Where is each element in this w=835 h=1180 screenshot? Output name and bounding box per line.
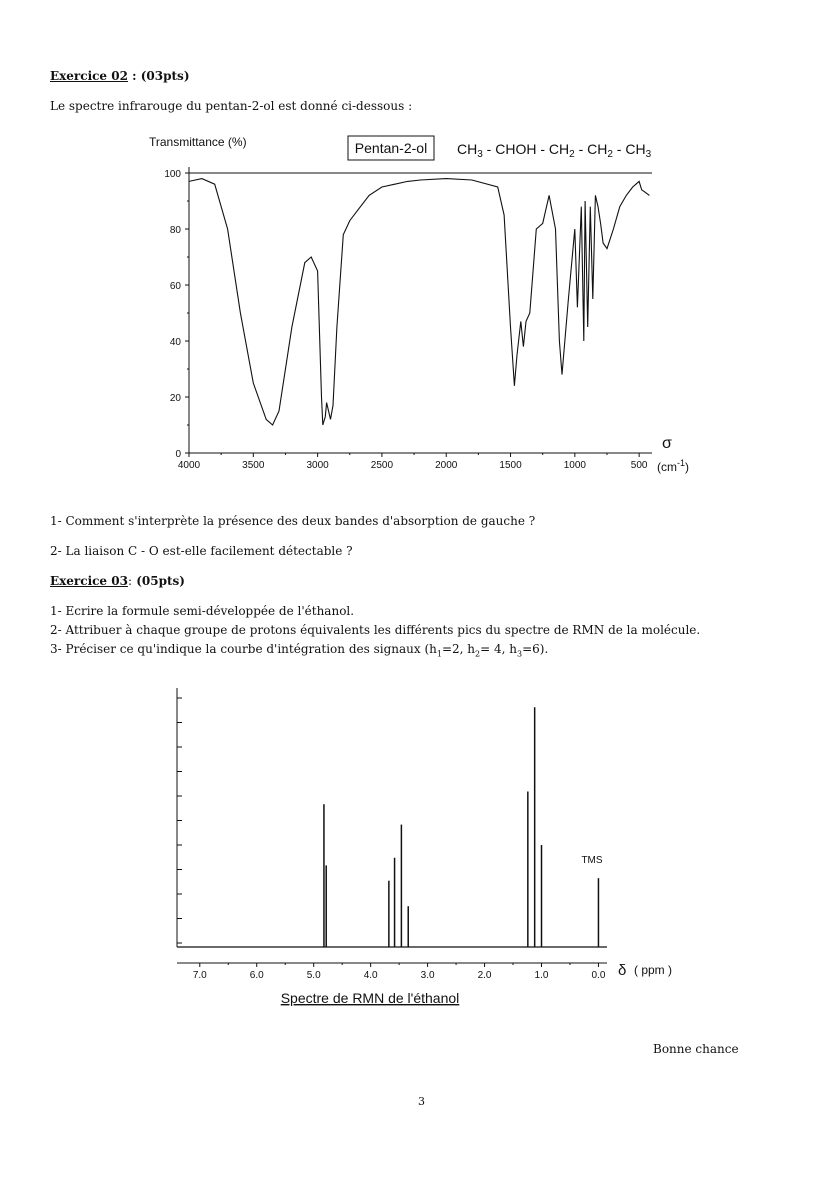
nmr-x-tick-label: 6.0 — [249, 970, 264, 981]
ir-ticks — [164, 169, 648, 471]
closing-text: Bonne chance — [653, 1042, 739, 1056]
nmr-x-tick-label: 2.0 — [477, 970, 492, 981]
exercise-2-points: (03pts) — [140, 69, 190, 83]
exercise-3-separator: : — [127, 574, 132, 588]
nmr-ticks — [193, 963, 606, 981]
page-number: 3 — [418, 1095, 425, 1108]
nmr-tms-label: TMS — [581, 855, 603, 866]
ir-y-tick-label: 20 — [169, 393, 181, 404]
ir-y-tick-label: 100 — [164, 169, 181, 180]
exercise-2-question-2: 2- La liaison C - O est-elle facilement détectable ? — [50, 544, 353, 558]
ir-y-tick-label: 80 — [169, 225, 181, 236]
nmr-spectrum-chart — [160, 680, 700, 1015]
exercise-3-question-1: 1- Ecrire la formule semi-développée de l'éthanol. — [50, 604, 355, 618]
exercise-3-question-3: 3- Préciser ce qu'indique la courbe d'intégration des signaux ($h_1=2$, $h_2= 4$, $h_3=6$). — [50, 642, 549, 659]
ir-spectrum-chart — [140, 128, 720, 478]
nmr-x-tick-label: 5.0 — [306, 970, 321, 981]
nmr-x-tick-label: 0.0 — [591, 970, 606, 981]
nmr-peaks — [324, 707, 599, 947]
ir-y-tick-label: 0 — [175, 449, 181, 460]
nmr-delta-symbol: δ — [618, 962, 627, 979]
nmr-x-unit: ( ppm ) — [634, 963, 673, 977]
ir-x-tick-label: 1500 — [499, 460, 522, 471]
exercise-2-heading — [50, 69, 190, 83]
exercise-2-intro: Le spectre infrarouge du pentan-2-ol est donné ci-dessous : — [50, 99, 413, 113]
ir-boxed-label: Pentan-2-ol — [354, 140, 428, 156]
ir-x-tick-label: 3500 — [242, 460, 265, 471]
exercise-3-question-2: 2- Attribuer à chaque groupe de protons équivalents les différents pics du spectre de RMN de la molécule. — [50, 623, 701, 637]
ir-x-unit: $(cm^{-1})$ — [657, 458, 690, 474]
exercise-2-title: Exercice 02 — [50, 69, 128, 83]
nmr-caption: Spectre de RMN de l'éthanol — [280, 990, 460, 1006]
nmr-x-tick-label: 3.0 — [420, 970, 435, 981]
ir-x-tick-label: 2500 — [370, 460, 394, 471]
ir-x-tick-label: 500 — [630, 460, 648, 471]
ir-y-axis-title: Transmittance (%) — [149, 135, 247, 149]
nmr-x-tick-label: 1.0 — [534, 970, 549, 981]
ir-y-tick-label: 40 — [169, 337, 181, 348]
exercise-2-question-1: 1- Comment s'interprète la présence des deux bandes d'absorption de gauche ? — [50, 514, 536, 528]
exercise-3-points: (05pts) — [136, 574, 185, 588]
nmr-x-tick-label: 4.0 — [363, 970, 378, 981]
nmr-axes — [177, 688, 607, 963]
exercise-3-title: Exercice 03 — [50, 574, 128, 588]
ir-x-tick-label: 2000 — [435, 460, 458, 471]
ir-series-line — [189, 179, 649, 425]
ir-formula: $CH_3$ - CHOH - $CH_2 - CH_2 - CH_3$ — [457, 141, 652, 160]
ir-y-tick-label: 60 — [169, 281, 181, 292]
ir-x-tick-label: 4000 — [177, 460, 201, 471]
exercise-3-heading — [50, 574, 185, 588]
ir-axes — [189, 167, 652, 453]
exercise-2-separator: : — [127, 69, 141, 83]
ir-sigma-symbol: σ — [662, 435, 672, 452]
ir-x-tick-label: 1000 — [563, 460, 586, 471]
ir-x-tick-label: 3000 — [306, 460, 329, 471]
nmr-x-tick-label: 7.0 — [192, 970, 207, 981]
